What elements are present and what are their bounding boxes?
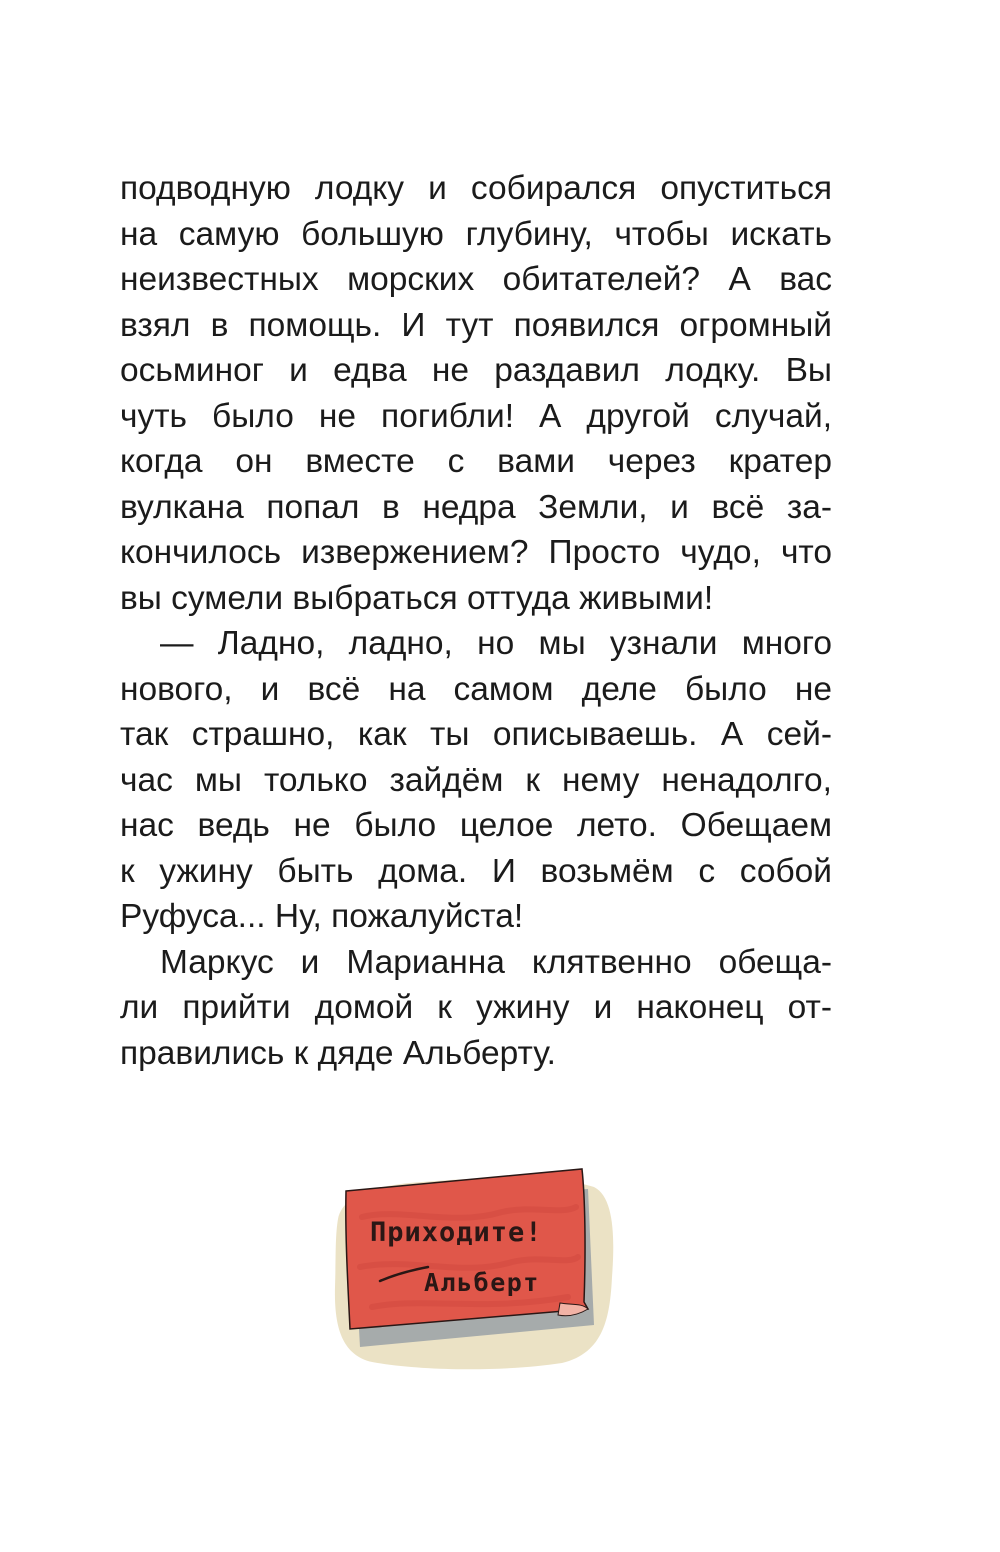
text-line: ли прийти домой к ужину и наконец от- <box>120 989 832 1026</box>
body-text <box>120 166 832 1076</box>
text-line: так страшно, как ты описываешь. А сей- <box>120 716 832 753</box>
text-line: подводную лодку и собирался опуститься <box>120 170 832 207</box>
text-line: осьминог и едва не раздавил лодку. Вы <box>120 352 832 389</box>
text-line: Маркус и Марианна клятвенно обеща- <box>160 943 832 981</box>
text-line: когда он вместе с вами через кратер <box>120 443 832 480</box>
text-line: на самую большую глубину, чтобы искать <box>120 215 832 253</box>
text-line: нас ведь не было целое лето. Обещаем <box>120 807 832 844</box>
note-line-signature: Альберт <box>424 1268 540 1297</box>
note-line-invitation: Приходите! <box>370 1217 543 1248</box>
text-line: нового, и всё на самом деле было не <box>120 670 832 708</box>
text-line: взял в помощь. И тут появился огромный <box>120 306 832 344</box>
text-line: вулкана попал в недра Земли, и всё за- <box>120 488 832 526</box>
note-card-illustration <box>332 1157 615 1372</box>
text-line: Руфуса... Ну, пожалуйста! <box>120 898 524 935</box>
note-card-drawing <box>332 1157 615 1372</box>
text-line: чуть было не погибли! А другой случай, <box>120 397 832 435</box>
text-line: — Ладно, ладно, но мы узнали много <box>160 625 832 662</box>
text-line: кончилось извержением? Просто чудо, что <box>120 534 832 571</box>
text-line: час мы только зайдём к нему ненадолго, <box>120 761 832 799</box>
text-line: неизвестных морских обитателей? А вас <box>120 261 832 298</box>
text-line: вы сумели выбраться оттуда живыми! <box>120 579 714 617</box>
text-line: к ужину быть дома. И возьмём с собой <box>120 852 832 890</box>
text-line: правились к дяде Альберту. <box>120 1034 556 1072</box>
